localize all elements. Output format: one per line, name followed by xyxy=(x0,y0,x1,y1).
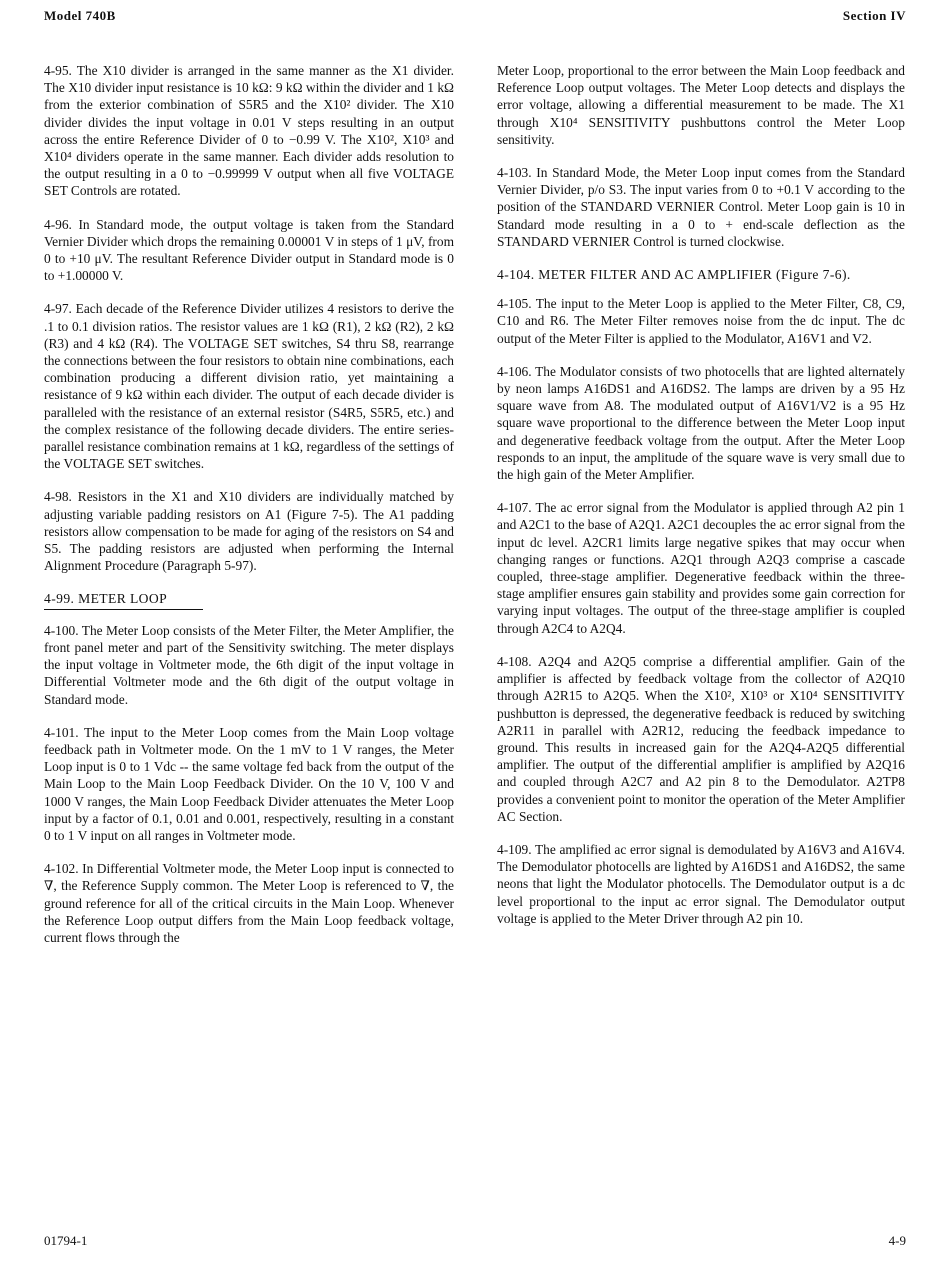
page-header-model: Model 740B xyxy=(44,8,116,23)
paragraph-4-106: 4-106. The Modulator consists of two photocells that are lighted alternately by neon lamps A16DS1 and A16DS2. The lamps are driven by a 95 Hz square wave from A8. The modulated output of A16V1/V2 is a 95 Hz square wave proportional to the difference between the Meter Loop input and degenerative feedback voltage from the output. After the Meter Loop responds to an input, the amplitude of the square wave is very small due to the high gain of the Meter Amplifier. xyxy=(497,363,905,483)
paragraph-4-101: 4-101. The input to the Meter Loop comes from the Main Loop voltage feedback path in Voltmeter mode. On the 1 mV to 1 V ranges, the Meter Loop input is 0 to 1 Vdc -- the same voltage fed back from the output of the Main Loop to the Main Loop Feedback Divider. On the 10 V, 100 V and 1000 V ranges, the Main Loop Feedback Divider attenuates the Meter Loop input by a factor of 0.1, 0.01 and 0.001, respectively, resulting in a constant 0 to 1 V input on all ranges in Voltmeter mode. xyxy=(44,724,454,843)
page-header-section: Section IV xyxy=(842,8,906,23)
paragraph-4-109: 4-109. The amplified ac error signal is demodulated by A16V3 and A16V4. The Demodulator photocells are lighted by A16DS1 and A16DS2, the same neons that light the Modulator photocells. The Demodulator output is a dc level proportional to the input ac error signal. The Demodulator output voltage is applied to the Meter Driver through A2 pin 10. xyxy=(497,841,905,926)
paragraph-4-96: 4-96. In Standard mode, the output voltage is taken from the Standard Vernier Divider which drops the remaining 0.00001 V in steps of 1 μV, from 0 to +10 μV. The resultant Reference Divider output in Standard mode is 0 to +1.00000 V. xyxy=(44,216,454,284)
paragraph-4-98: 4-98. Resistors in the X1 and X10 dividers are individually matched by adjusting variable padding resistors on A1 (Figure 7-5). The A1 padding resistors allow compensation to be made for aging of the resistors on S4 and S5. The padding resistors are adjusted when performing the Internal Alignment Procedure (Paragraph 5-97). xyxy=(44,489,454,574)
right-column xyxy=(497,62,905,943)
paragraph-4-105: 4-105. The input to the Meter Loop is applied to the Meter Filter, C8, C9, C10 and R6. The Meter Filter removes noise from the dc input. The dc output of the Meter Filter is applied to the Modulator, A16V1 and V2. xyxy=(497,296,905,346)
page-footer-pagenumber: 4-9 xyxy=(888,1233,906,1248)
paragraph-4-107: 4-107. The ac error signal from the Modulator is applied through A2 pin 1 and A2C1 to the base of A2Q1. A2C1 decouples the ac error signal from the input dc level. A2CR1 limits large negative spikes that may occur when changing ranges or functions. A2Q1 through A2Q3 comprise a cascade coupled, three-stage amplifier. Degenerative feedback within the three-stage amplifier ensures gain stability and provides some gain correction for varying input voltages. The output of the three-stage amplifier is coupled through A2C4 to A2Q4. xyxy=(497,500,905,636)
paragraph-4-100: 4-100. The Meter Loop consists of the Meter Filter, the Meter Amplifier, the front panel meter and part of the Sensitivity switching. The meter displays the input voltage in Voltmeter mode, the 6th digit of the input voltage in Differential Voltmeter mode and the 6th digit of the output voltage in Standard mode. xyxy=(44,622,454,707)
paragraph-4-103: 4-103. In Standard Mode, the Meter Loop input comes from the Standard Vernier Divider, p/o S3. The input varies from 0 to +0.1 V according to the position of the STANDARD VERNIER Control. Meter Loop gain is 10 in Standard mode resulting in a 0 to + end-scale deflection as the STANDARD VERNIER Control is turned clockwise. xyxy=(497,165,905,249)
section-heading-meter-filter: 4-104. METER FILTER AND AC AMPLIFIER (Figure 7-6). xyxy=(497,267,851,283)
section-heading-meter-loop xyxy=(44,590,454,609)
meter-loop-heading-text: 4-99. METER LOOP xyxy=(44,590,203,609)
left-column xyxy=(44,62,454,962)
paragraph-4-95: 4-95. The X10 divider is arranged in the same manner as the X1 divider. The X10 divider input resistance is 10 kΩ: 9 kΩ within the divider and 1 kΩ from the exterior combination of S5R5 and the X10² divider. The X10 divider divides the input voltage in 0.01 V steps resulting in an output across the entire Reference Divider of 0 to −0.99 V. The X10², X10³ and X10⁴ dividers operate in the same manner. Each divider adds resolution to the output resulting in a 0 to −0.99999 V output when all five VOLTAGE SET Controls are rotated. xyxy=(44,63,454,199)
paragraph-4-97: 4-97. Each decade of the Reference Divider utilizes 4 resistors to derive the .1 to 0.1 division ratios. The resistor values are 1 kΩ (R1), 2 kΩ (R2), 2 kΩ (R3) and 4 kΩ (R4). The VOLTAGE SET switches, S4 thru S8, rearrange the connections between the four resistors to obtain nine combinations, each combination producing a different division ratio, yet maintaining a resistance of 9 kΩ within each divider. The output of each decade divider is paralleled with the resistance of an external resistor (S4R5, S5R5, etc.) and the complex resistance of the following decade dividers. The entire series-parallel resistance combination remains at 1 kΩ, regardless of the settings of the VOLTAGE SET switches. xyxy=(44,301,454,472)
paragraph-4-102: 4-102. In Differential Voltmeter mode, the Meter Loop input is connected to ∇, the Reference Supply common. The Meter Loop is referenced to ∇, the ground reference for all of the critical circuits in the Main Loop. Whenever the Reference Loop output differs from the Main Loop feedback voltage, current flows through the xyxy=(44,861,454,945)
paragraph-4-108: 4-108. A2Q4 and A2Q5 comprise a differential amplifier. Gain of the amplifier is affected by feedback voltage from the collector of A2Q10 through A2R15 to A2Q5. When the X10², X10³ or X10⁴ SENSITIVITY pushbutton is depressed, the degenerative feedback is reduced by switching A2R11 in parallel with A2R12, reducing the feedback impedance to ground. This results in increased gain for the A2Q4-A2Q5 differential amplifier. The output of the differential amplifier is amplified by A2Q16 and coupled through A2C7 and A2 pin 8 to the Demodulator. A2TP8 provides a convenient point to monitor the operation of the Meter Amplifier AC Section. xyxy=(497,653,905,824)
paragraph-4-102-continued: Meter Loop, proportional to the error between the Main Loop feedback and Reference Loop output voltages. The Meter Loop detects and displays the error voltage, allowing a differential measurement to be made. The X1 through X10⁴ SENSITIVITY pushbuttons control the Meter Loop sensitivity. xyxy=(497,63,905,147)
page-footer-docnumber: 01794-1 xyxy=(44,1233,88,1248)
